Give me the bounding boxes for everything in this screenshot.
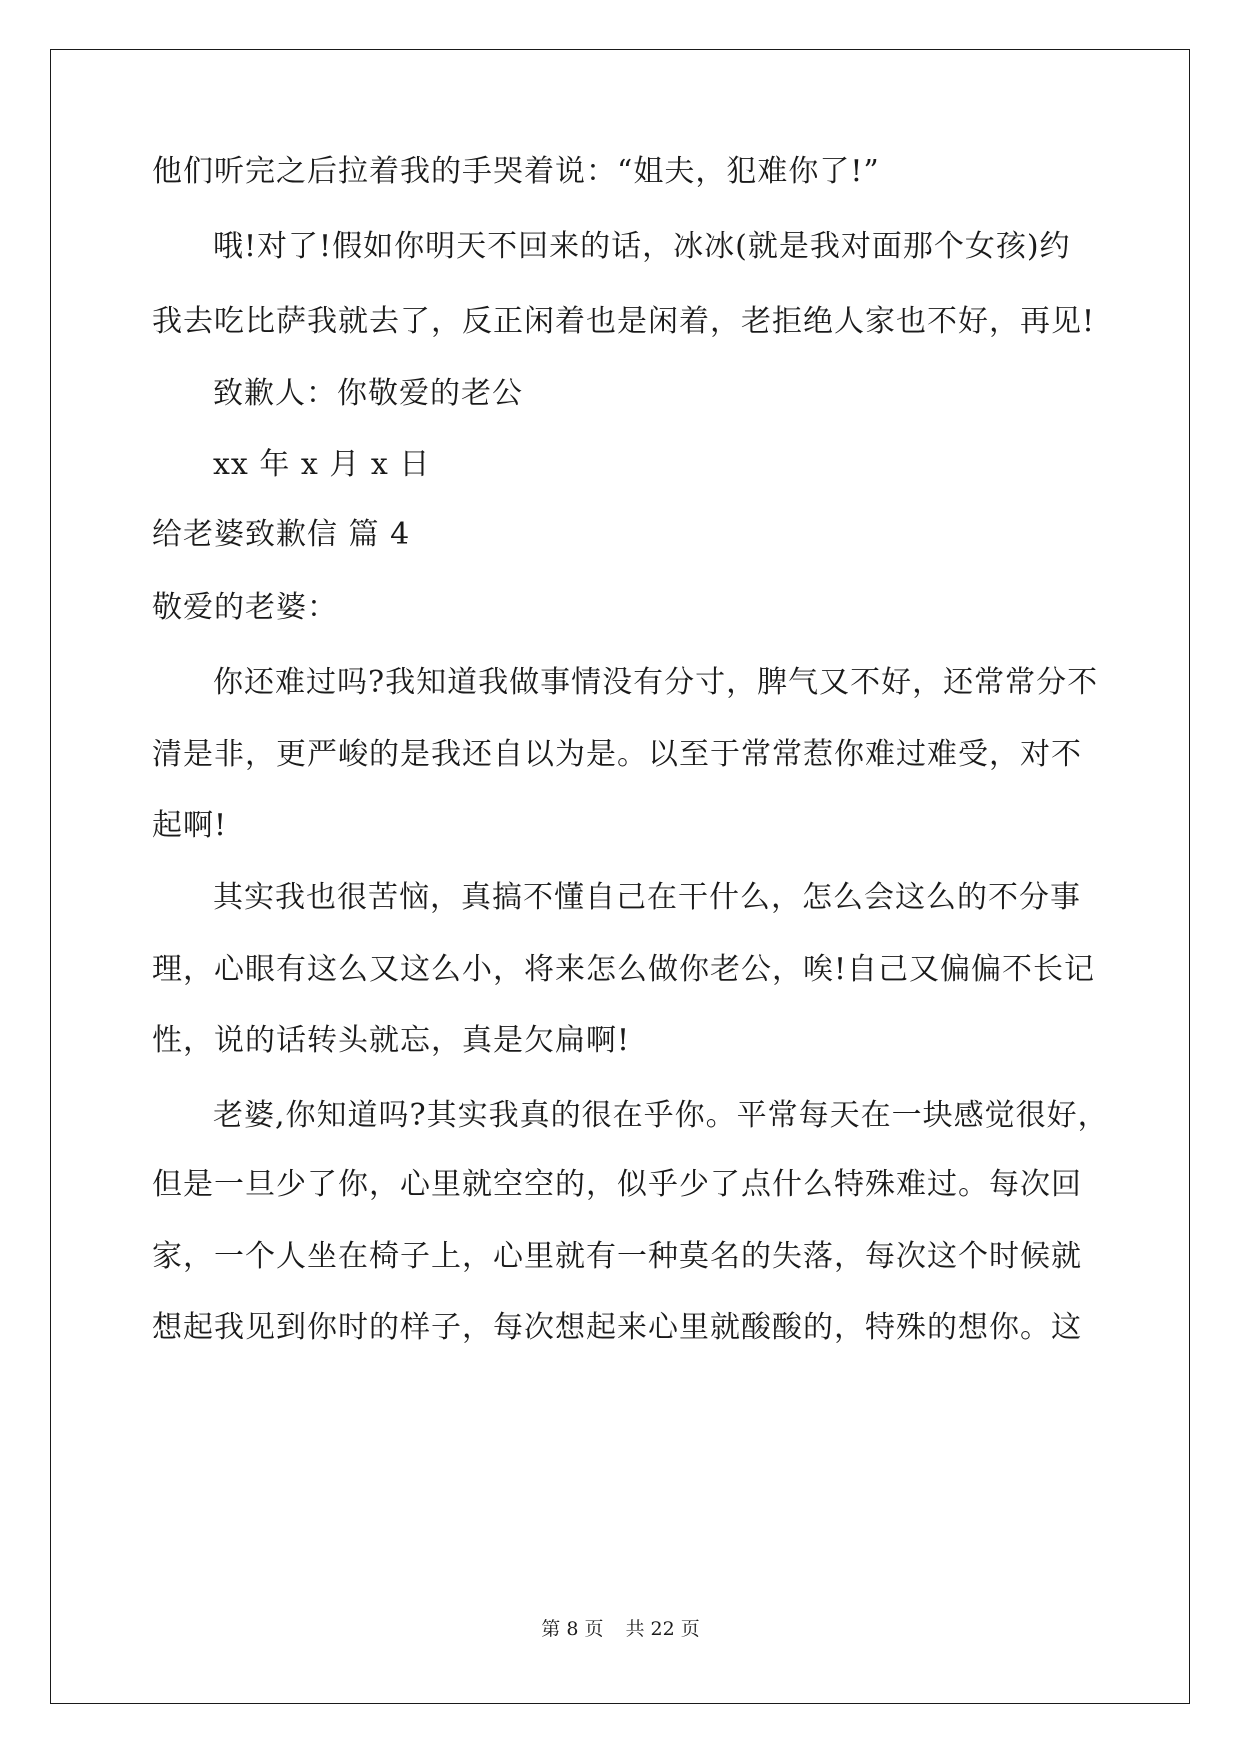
text-line: 但是一旦少了你，心里就空空的，似乎少了点什么特殊难过。每次回: [152, 1167, 1082, 1202]
date-line: xx 年 x 月 x 日: [213, 447, 431, 482]
text-line: 性，说的话转头就忘，真是欠扁啊!: [152, 1023, 631, 1058]
text-line: 我去吃比萨我就去了，反正闲着也是闲着，老拒绝人家也不好，再见!: [152, 304, 1096, 339]
text-line: 想起我见到你时的样子，每次想起来心里就酸酸的，特殊的想你。这: [152, 1310, 1082, 1345]
text-line: 家，一个人坐在椅子上，心里就有一种莫名的失落，每次这个时候就: [152, 1239, 1082, 1274]
signature-line: 致歉人：你敬爱的老公: [213, 376, 523, 411]
page-border: [50, 49, 1190, 1704]
salutation: 敬爱的老婆：: [152, 590, 338, 625]
text-line: 你还难过吗?我知道我做事情没有分寸，脾气又不好，还常常分不: [213, 665, 1099, 700]
page-footer: [0, 1617, 1241, 1641]
section-heading: 给老婆致歉信 篇 4: [152, 517, 411, 552]
text-line: 其实我也很苦恼，真搞不懂自己在干什么，怎么会这么的不分事: [213, 880, 1081, 915]
text-line: 老婆,你知道吗?其实我真的很在乎你。平常每天在一块感觉很好，: [213, 1098, 1109, 1133]
text-line: 理，心眼有这么又这么小，将来怎么做你老公，唉!自己又偏偏不长记: [152, 952, 1096, 987]
page-total: 共 22 页: [625, 1618, 700, 1640]
text-line: 哦!对了!假如你明天不回来的话，冰冰(就是我对面那个女孩)约: [213, 229, 1071, 264]
text-line: 清是非，更严峻的是我还自以为是。以至于常常惹你难过难受，对不: [152, 737, 1082, 772]
page-number: 第 8 页: [541, 1618, 604, 1640]
text-line: 起啊!: [152, 808, 228, 843]
text-line: 他们听完之后拉着我的手哭着说：“姐夫，犯难你了!”: [152, 154, 880, 189]
